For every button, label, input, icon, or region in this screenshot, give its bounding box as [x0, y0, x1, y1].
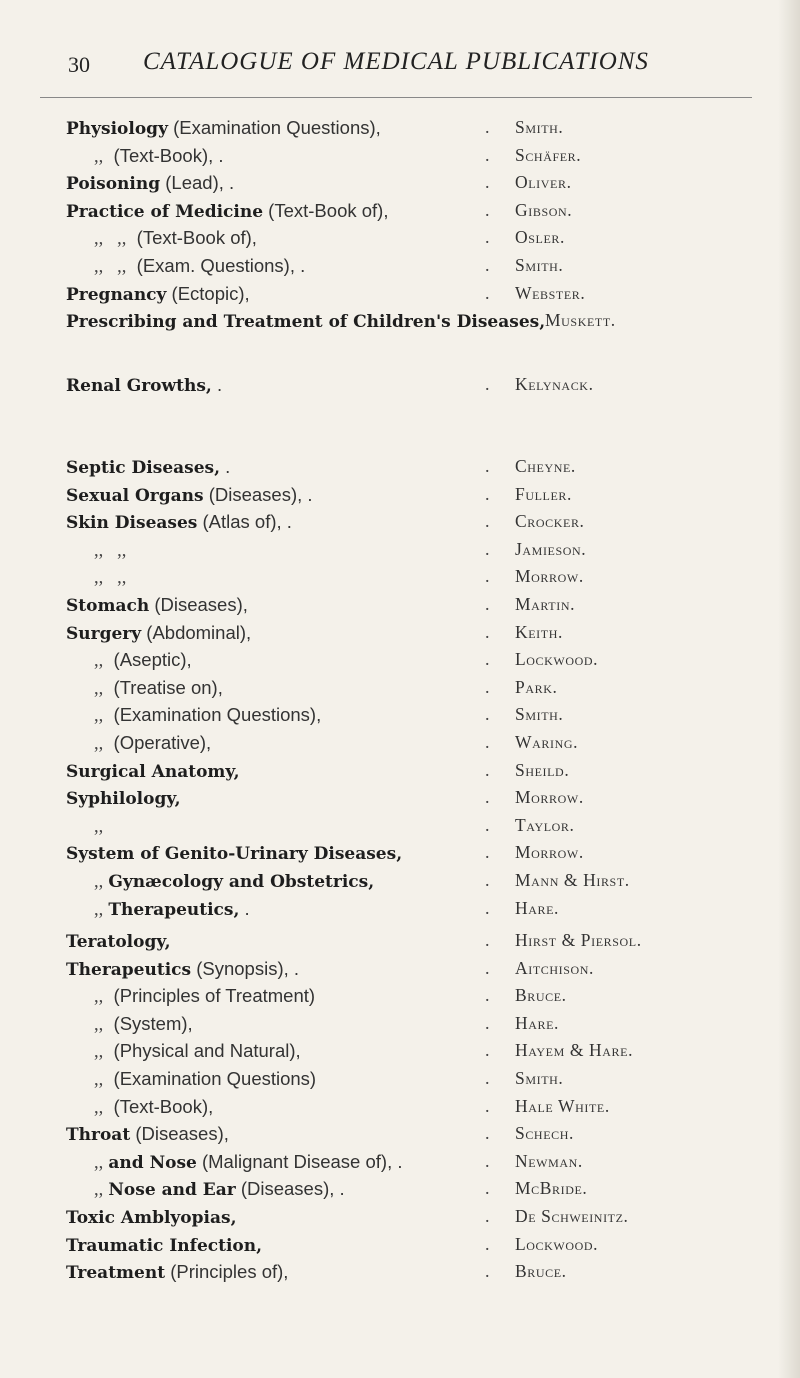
leader-dot: .	[485, 842, 490, 863]
entry-author: Lockwood.	[515, 1233, 599, 1254]
entry-heading: Sexual Organs	[66, 485, 204, 506]
entry-qualifier: (Text-Book of),	[131, 227, 257, 249]
page-header	[40, 48, 750, 92]
catalogue-entry	[0, 757, 800, 785]
catalogue-group-p	[0, 114, 800, 335]
leader-dot: .	[485, 930, 490, 950]
entry-qualifier: (Treatise on),	[108, 676, 223, 698]
ditto-mark: ,, ,,	[94, 229, 127, 250]
entry-subject	[66, 729, 211, 758]
ditto-mark: ,,	[94, 651, 104, 672]
entry-subject	[66, 784, 181, 813]
entry-qualifier: (Aseptic),	[108, 649, 192, 671]
leader-dot: .	[485, 483, 490, 504]
entry-subject	[66, 536, 126, 565]
entry-author: Morrow.	[515, 566, 584, 587]
leader-dot: .	[485, 897, 490, 918]
entry-subject	[66, 453, 230, 482]
entry-author: Gibson.	[515, 199, 573, 220]
catalogue-entry	[0, 729, 800, 757]
catalogue-entry	[0, 1120, 800, 1148]
entry-author: Schech.	[515, 1123, 574, 1144]
entry-subject	[66, 982, 315, 1011]
entry-author: Morrow.	[515, 842, 584, 863]
leader-dot: .	[485, 1150, 490, 1171]
catalogue-entry	[0, 1258, 800, 1286]
entry-author: Smith.	[515, 704, 564, 725]
entry-subject	[66, 646, 192, 675]
entry-heading: Practice of Medicine	[66, 201, 264, 222]
catalogue-entry	[0, 591, 800, 619]
entry-author: Schäfer.	[515, 144, 582, 165]
header-rule	[40, 97, 752, 98]
entry-heading: Treatment	[66, 1263, 166, 1284]
leader-dot: .	[485, 172, 490, 193]
entry-heading: Poisoning	[66, 174, 161, 195]
entry-heading: Toxic Amblyopias,	[66, 1207, 237, 1228]
leader-dot: .	[485, 254, 490, 275]
entry-author: McBride.	[515, 1178, 588, 1199]
catalogue-entry	[0, 536, 800, 564]
entry-author: Oliver.	[515, 172, 572, 193]
entry-author: Hare.	[515, 897, 560, 918]
leader-dot: .	[485, 282, 490, 303]
entry-author: Keith.	[515, 621, 563, 642]
ditto-mark: ,,	[94, 1152, 104, 1173]
entry-subject	[66, 563, 126, 592]
leader-dot: .	[485, 731, 490, 752]
leader-dot: .	[485, 787, 490, 808]
catalogue-entry	[0, 371, 800, 399]
leader-dot: .	[485, 374, 490, 394]
catalogue-entry	[0, 1175, 800, 1203]
entry-heading: Renal Growths,	[66, 376, 212, 396]
entry-subject	[66, 1148, 403, 1177]
leader-dot: .	[485, 117, 490, 137]
entry-qualifier: (Synopsis), .	[191, 957, 300, 979]
ditto-mark: ,,	[94, 733, 104, 754]
catalogue-entry	[0, 619, 800, 647]
leader-dot: .	[485, 814, 490, 835]
entry-author: Hale White.	[515, 1095, 610, 1116]
leader-dot: .	[485, 957, 490, 978]
entry-author: Webster.	[515, 282, 586, 303]
catalogue-group-s	[0, 453, 800, 922]
entry-subject	[66, 1231, 262, 1260]
leader-dot: .	[485, 1178, 490, 1199]
catalogue-entry	[0, 1203, 800, 1231]
entry-subject	[66, 169, 234, 198]
entry-heading: Nose and Ear	[108, 1180, 236, 1201]
entry-author: Smith.	[515, 254, 564, 275]
entry-qualifier: (Diseases), .	[203, 483, 313, 505]
entry-heading: Teratology,	[66, 932, 171, 952]
ditto-mark: ,, ,,	[94, 568, 127, 589]
leader-dot: .	[485, 593, 490, 614]
ditto-mark: ,,	[94, 871, 104, 892]
leader-dot: .	[485, 759, 490, 780]
catalogue-entry	[0, 646, 800, 674]
catalogue-entry	[0, 1037, 800, 1065]
entry-qualifier: (Diseases),	[149, 593, 248, 615]
entry-heading: Stomach	[66, 595, 150, 616]
entry-author: Hare.	[515, 1012, 560, 1033]
ditto-mark: ,,	[94, 678, 104, 699]
entry-qualifier: (Principles of),	[165, 1261, 289, 1283]
entry-author: Newman.	[515, 1150, 583, 1171]
catalogue-entry	[0, 839, 800, 867]
entry-heading: Syphilology,	[66, 789, 181, 810]
catalogue-entry	[0, 307, 800, 335]
ditto-mark: ,,	[94, 1180, 104, 1201]
page-number: 30	[68, 52, 90, 77]
entry-qualifier: (Physical and Natural),	[108, 1040, 301, 1062]
page-edge-shadow	[778, 0, 800, 1378]
leader-dot: .	[485, 511, 490, 532]
entry-author: Mann & Hirst.	[515, 869, 630, 890]
entry-subject	[66, 812, 103, 841]
leader-dot: .	[485, 621, 490, 642]
catalogue-group-r	[0, 371, 800, 399]
entry-qualifier: (Examination Questions),	[108, 704, 322, 726]
entry-author: Smith.	[515, 1067, 564, 1088]
entry-subject	[66, 1120, 229, 1149]
entry-subject	[66, 895, 250, 924]
entry-qualifier: (Text-Book),	[108, 1095, 214, 1117]
entry-qualifier: (Ectopic),	[166, 282, 250, 304]
entry-author: Hirst & Piersol.	[515, 930, 642, 950]
entry-subject	[66, 591, 248, 620]
entry-qualifier: .	[220, 456, 231, 477]
entry-heading: Surgical Anatomy,	[66, 761, 240, 782]
entry-subject	[66, 867, 374, 896]
entry-subject	[66, 508, 292, 537]
leader-dot: .	[485, 869, 490, 890]
ditto-mark: ,,	[94, 816, 104, 837]
entry-heading: Therapeutics	[66, 959, 192, 980]
entry-subject	[66, 197, 388, 226]
ditto-mark: ,,	[94, 1097, 104, 1118]
entry-author: Osler.	[515, 227, 565, 248]
entry-author: Morrow.	[515, 787, 584, 808]
catalogue-entry	[0, 481, 800, 509]
catalogue-entry	[0, 508, 800, 536]
catalogue-entry	[0, 142, 800, 170]
entry-author: Kelynack.	[515, 374, 594, 394]
entry-subject	[66, 1065, 316, 1094]
entry-qualifier: (Lead), .	[160, 172, 235, 194]
entry-heading: Physiology	[66, 119, 168, 139]
entry-author: Bruce.	[515, 985, 567, 1006]
entry-qualifier: (Atlas of), .	[197, 511, 292, 533]
entry-heading: Skin Diseases	[66, 513, 198, 534]
entry-subject	[66, 142, 224, 171]
entry-heading: Prescribing and Treatment of Children's Diseases,	[66, 312, 546, 333]
leader-dot: .	[485, 985, 490, 1006]
leader-dot: .	[485, 538, 490, 559]
entry-heading: Traumatic Infection,	[66, 1235, 263, 1256]
catalogue-entry	[0, 955, 800, 983]
entry-author: Bruce.	[515, 1261, 567, 1282]
catalogue-entry	[0, 1231, 800, 1259]
entry-subject	[66, 955, 299, 984]
catalogue-entry	[0, 895, 800, 923]
catalogue-entry	[0, 1010, 800, 1038]
entry-subject	[66, 701, 321, 730]
catalogue-entry	[0, 169, 800, 197]
leader-dot: .	[485, 144, 490, 165]
entry-heading: Throat	[66, 1125, 131, 1146]
ditto-mark: ,,	[94, 706, 104, 727]
entry-subject	[66, 307, 545, 336]
catalogue-entry	[0, 982, 800, 1010]
leader-dot: .	[485, 199, 490, 220]
entry-qualifier: (Text-Book), .	[108, 144, 224, 166]
ditto-mark: ,,	[94, 1042, 104, 1063]
entry-author: Fuller.	[515, 483, 572, 504]
leader-dot: .	[485, 1261, 490, 1282]
leader-dot: .	[485, 1123, 490, 1144]
entry-heading: Surgery	[66, 623, 142, 644]
catalogue-entry	[0, 867, 800, 895]
entry-qualifier: (Examination Questions),	[167, 117, 381, 138]
entry-subject	[66, 481, 313, 510]
entry-qualifier: (Malignant Disease of), .	[196, 1150, 403, 1172]
entry-author: Aitchison.	[515, 957, 595, 978]
entry-subject	[66, 114, 381, 143]
ditto-mark: ,,	[94, 987, 104, 1008]
leader-dot: .	[485, 676, 490, 697]
entry-qualifier: (Text-Book of),	[263, 199, 389, 221]
catalogue-entry	[0, 812, 800, 840]
entry-author: Sheild.	[515, 759, 570, 780]
catalogue-entry	[0, 280, 800, 308]
entry-subject	[66, 1175, 345, 1204]
leader-dot: .	[485, 227, 490, 248]
entry-author: Crocker.	[515, 511, 585, 532]
catalogue-entry	[0, 252, 800, 280]
leader-dot: .	[485, 1205, 490, 1226]
leader-dot: .	[485, 1067, 490, 1088]
entry-subject	[66, 280, 250, 309]
catalogue-group-t	[0, 927, 800, 1286]
entry-author: De Schweinitz.	[515, 1205, 629, 1226]
entry-heading: Gynæcology and Obstetrics,	[108, 871, 375, 892]
catalogue-entry	[0, 197, 800, 225]
catalogue-entry	[0, 1093, 800, 1121]
entry-author: Park.	[515, 676, 558, 697]
ditto-mark: ,, ,,	[94, 256, 127, 277]
entry-author: Smith.	[515, 117, 564, 137]
entry-qualifier: (Principles of Treatment)	[108, 985, 316, 1007]
catalogue-entry	[0, 927, 800, 955]
leader-dot: .	[485, 1095, 490, 1116]
ditto-mark: ,,	[94, 1069, 104, 1090]
catalogue-entry	[0, 563, 800, 591]
entry-author: Waring.	[515, 731, 579, 752]
entry-qualifier: (Diseases), .	[235, 1178, 345, 1200]
entry-heading: and Nose	[108, 1152, 197, 1173]
leader-dot: .	[485, 704, 490, 725]
entry-qualifier: .	[211, 374, 223, 395]
catalogue-entry	[0, 1065, 800, 1093]
entry-subject	[66, 1093, 213, 1122]
entry-heading: Pregnancy	[66, 284, 167, 305]
entry-subject	[66, 1203, 237, 1232]
entry-qualifier: (Examination Questions)	[108, 1067, 317, 1089]
leader-dot: .	[485, 1040, 490, 1061]
catalogue-entry	[0, 784, 800, 812]
entry-qualifier: (Diseases),	[130, 1123, 229, 1145]
entry-qualifier: (Exam. Questions), .	[131, 254, 306, 276]
entry-author: Taylor.	[515, 814, 575, 835]
catalogue-entry	[0, 1148, 800, 1176]
entry-author: Martin.	[515, 593, 576, 614]
entry-subject	[66, 757, 240, 786]
entry-author: Jamieson.	[515, 538, 587, 559]
entry-subject	[66, 927, 171, 956]
catalogue-entry	[0, 674, 800, 702]
entry-subject	[66, 839, 402, 868]
entry-heading: Septic Diseases,	[66, 458, 221, 478]
entry-subject	[66, 1037, 301, 1066]
catalogue-entry	[0, 224, 800, 252]
catalogue-entry	[0, 453, 800, 481]
entry-qualifier: (Abdominal),	[141, 621, 252, 643]
entry-author: Cheyne.	[515, 456, 576, 476]
entry-subject	[66, 371, 222, 400]
catalogue-entry	[0, 114, 800, 142]
ditto-mark: ,,	[94, 899, 104, 920]
entry-subject	[66, 1258, 288, 1287]
ditto-mark: ,,	[94, 1014, 104, 1035]
ditto-mark: ,, ,,	[94, 540, 127, 561]
leader-dot: .	[485, 566, 490, 587]
leader-dot: .	[485, 1012, 490, 1033]
entry-heading: Therapeutics,	[108, 899, 240, 920]
leader-dot: .	[485, 649, 490, 670]
entry-author: Hayem & Hare.	[515, 1040, 634, 1061]
leader-dot: .	[485, 1233, 490, 1254]
entry-subject	[66, 619, 251, 648]
entry-subject	[66, 674, 223, 703]
entry-author: Muskett.	[545, 310, 616, 331]
entry-qualifier: (Operative),	[108, 731, 212, 753]
entry-author: Lockwood.	[515, 649, 599, 670]
entry-subject	[66, 252, 305, 281]
ditto-mark: ,,	[94, 146, 104, 167]
catalogue-entry	[0, 701, 800, 729]
entry-qualifier: .	[239, 897, 250, 919]
entry-subject	[66, 1010, 193, 1039]
entry-heading: System of Genito-Urinary Diseases,	[66, 844, 403, 865]
leader-dot: .	[485, 456, 490, 476]
entry-subject	[66, 224, 257, 253]
running-title: CATALOGUE OF MEDICAL PUBLICATIONS	[143, 48, 649, 75]
entry-qualifier: (System),	[108, 1012, 193, 1034]
